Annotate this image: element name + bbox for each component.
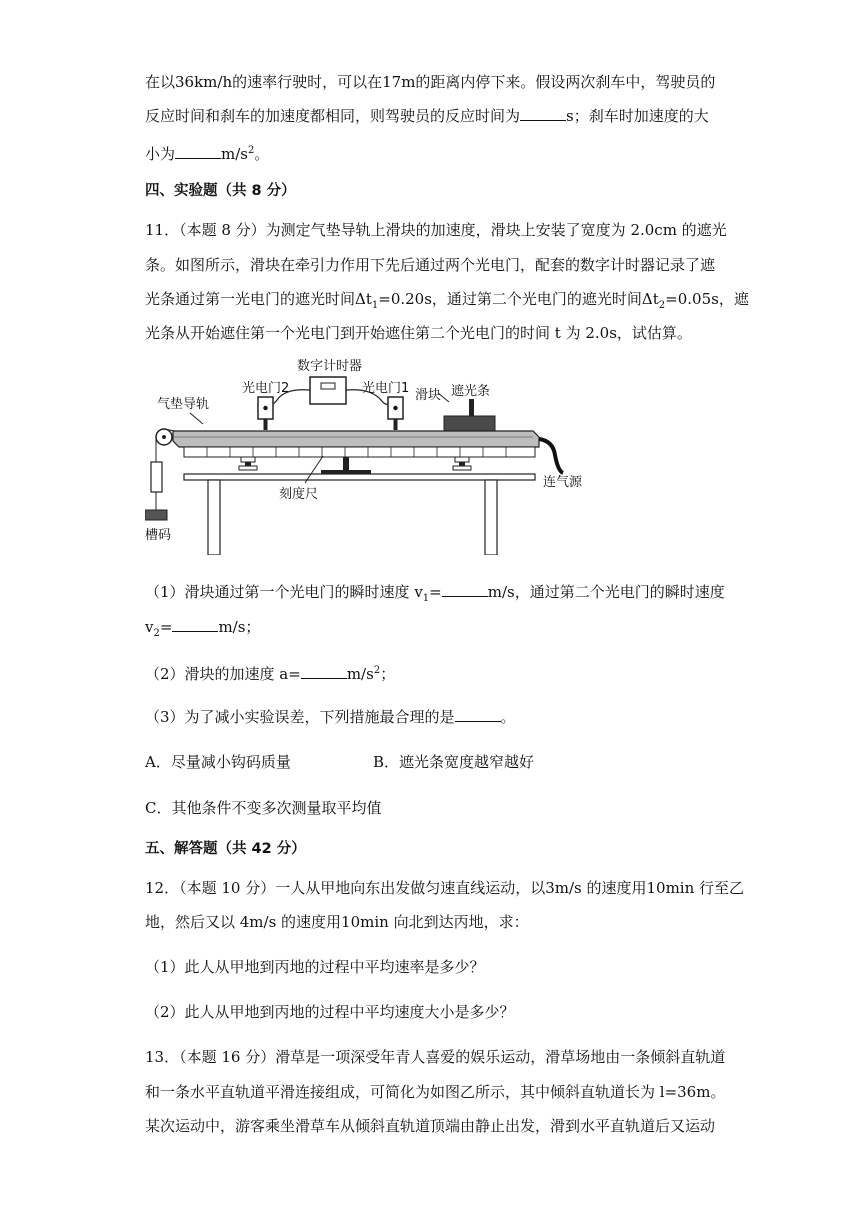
center-stand (321, 470, 371, 474)
section-title: 四、实验题（共 8 分） (145, 183, 296, 199)
air-hose (539, 439, 563, 473)
subscript: 1 (422, 593, 430, 604)
q11-text: m/s； (218, 618, 261, 636)
track-label: 气垫导轨 (157, 397, 210, 412)
q11-text: v (145, 618, 154, 636)
q11-text: （1）滑块通过第一个光电门的瞬时速度 v (145, 583, 423, 601)
table-leg-left (208, 480, 220, 555)
answer-blank (442, 582, 488, 597)
intro-text: 。 (254, 145, 270, 163)
q11-line-4: 光条从开始遮住第一个光电门到开始遮住第二个光电门的时间 t 为 2.0s，试估算。 (145, 324, 692, 342)
adjust-foot-right (453, 457, 471, 470)
intro-line-1: 在以36km/h的速率行驶时，可以在17m的距离内停下来。假设两次刹车中，驾驶员的 (145, 73, 716, 91)
q12-sub1: （1）此人从甲地到丙地的过程中平均速率是多少？ (145, 958, 485, 976)
strip-label: 遮光条 (451, 384, 491, 399)
q11-text: 光条通过第一光电门的遮光时间Δt (145, 290, 372, 308)
q12-line-2: 地，然后又以 4m/s 的速度用10min 向北到达丙地，求： (145, 913, 529, 931)
option-c: C．其他条件不变多次测量取平均值 (145, 799, 382, 817)
q11-text: m/s (346, 665, 374, 683)
light-blocking-strip (469, 399, 474, 416)
q11-sub2 (145, 660, 395, 685)
subscript: 1 (371, 300, 379, 311)
answer-blank (172, 617, 218, 632)
intro-text: s；刹车时加速度的大 (566, 107, 709, 125)
ruler-label: 刻度尺 (279, 487, 319, 502)
q11-text: 。 (500, 708, 516, 726)
q13-line-1: 13．（本题 16 分）滑草是一项深受年青人喜爱的娱乐运动，滑草场地由一条倾斜直轨道 (145, 1048, 726, 1066)
intro-line-2 (145, 105, 709, 127)
slider-label: 滑块 (415, 388, 442, 403)
timer-label: 数字计时器 (297, 359, 363, 374)
intro-line-3 (145, 140, 269, 165)
weight-label: 槽码 (145, 528, 172, 543)
superscript: 2 (248, 145, 255, 156)
intro-text: m/s (221, 145, 248, 163)
q12-sub2: （2）此人从甲地到丙地的过程中平均速度大小是多少？ (145, 1003, 515, 1021)
hook-weight-holder (151, 462, 162, 492)
q11-text: m/s，通过第二个光电门的瞬时速度 (487, 583, 725, 601)
subscript: 2 (153, 628, 160, 639)
q11-sub3 (145, 706, 516, 728)
answer-blank (301, 664, 347, 679)
table-leg-right (485, 480, 497, 555)
q13-line-3: 某次运动中，游客乘坐滑草车从倾斜直轨道顶端由静止出发，滑到水平直轨道后又运动 (145, 1117, 716, 1135)
subscript: 2 (658, 300, 666, 311)
air-source-label: 连气源 (543, 475, 583, 490)
q11-text: ； (380, 665, 396, 683)
answer-blank (455, 707, 501, 722)
timer-display (321, 383, 335, 389)
q11-text: = (429, 583, 442, 601)
intro-text: 反应时间和刹车的加速度都相同，则驾驶员的反应时间为 (145, 107, 521, 125)
gate2-label: 光电门2 (242, 381, 290, 396)
q11-line-3 (145, 288, 749, 317)
section-title: 五、解答题（共 42 分） (145, 841, 306, 857)
q11-line-1: 11．（本题 8 分）为测定气垫导轨上滑块的加速度，滑块上安装了宽度为 2.0cm 的遮光 (145, 221, 727, 239)
q11-sub1 (145, 581, 725, 610)
q11-text: （2）滑块的加速度 a= (145, 665, 301, 683)
answer-blank (520, 106, 566, 121)
q11-sub1-cont (145, 616, 260, 645)
air-track (173, 431, 539, 447)
q11-text: =0.20s，通过第二个光电门的遮光时间Δt (378, 290, 659, 308)
table-top (184, 474, 535, 480)
q11-text: = (159, 618, 173, 636)
adjust-foot-left (239, 457, 257, 470)
q11-text: （3）为了减小实验误差，下列措施最合理的是 (145, 708, 455, 726)
option-a: A．尽量减小钩码质量 (145, 753, 291, 771)
timer-box (310, 377, 346, 404)
ruler (184, 447, 535, 457)
answer-blank (175, 144, 221, 159)
superscript: 2 (373, 665, 381, 676)
slot-weights (145, 510, 167, 520)
q12-line-1: 12．（本题 10 分）一人从甲地向东出发做匀速直线运动，以3m/s 的速度用10min 行至乙 (145, 879, 745, 897)
air-track-figure (145, 355, 715, 555)
gate1-label: 光电门1 (362, 381, 410, 396)
q11-line-2: 条。如图所示，滑块在牵引力作用下先后通过两个光电门，配套的数字计时器记录了遮 (145, 256, 716, 274)
option-b: B．遮光条宽度越窄越好 (373, 753, 535, 771)
q13-line-2: 和一条水平直轨道平滑连接组成，可简化为如图乙所示，其中倾斜直轨道长为 l=36m。 (145, 1083, 726, 1101)
q11-text: =0.05s，遮 (665, 290, 749, 308)
intro-text: 小为 (145, 145, 176, 163)
